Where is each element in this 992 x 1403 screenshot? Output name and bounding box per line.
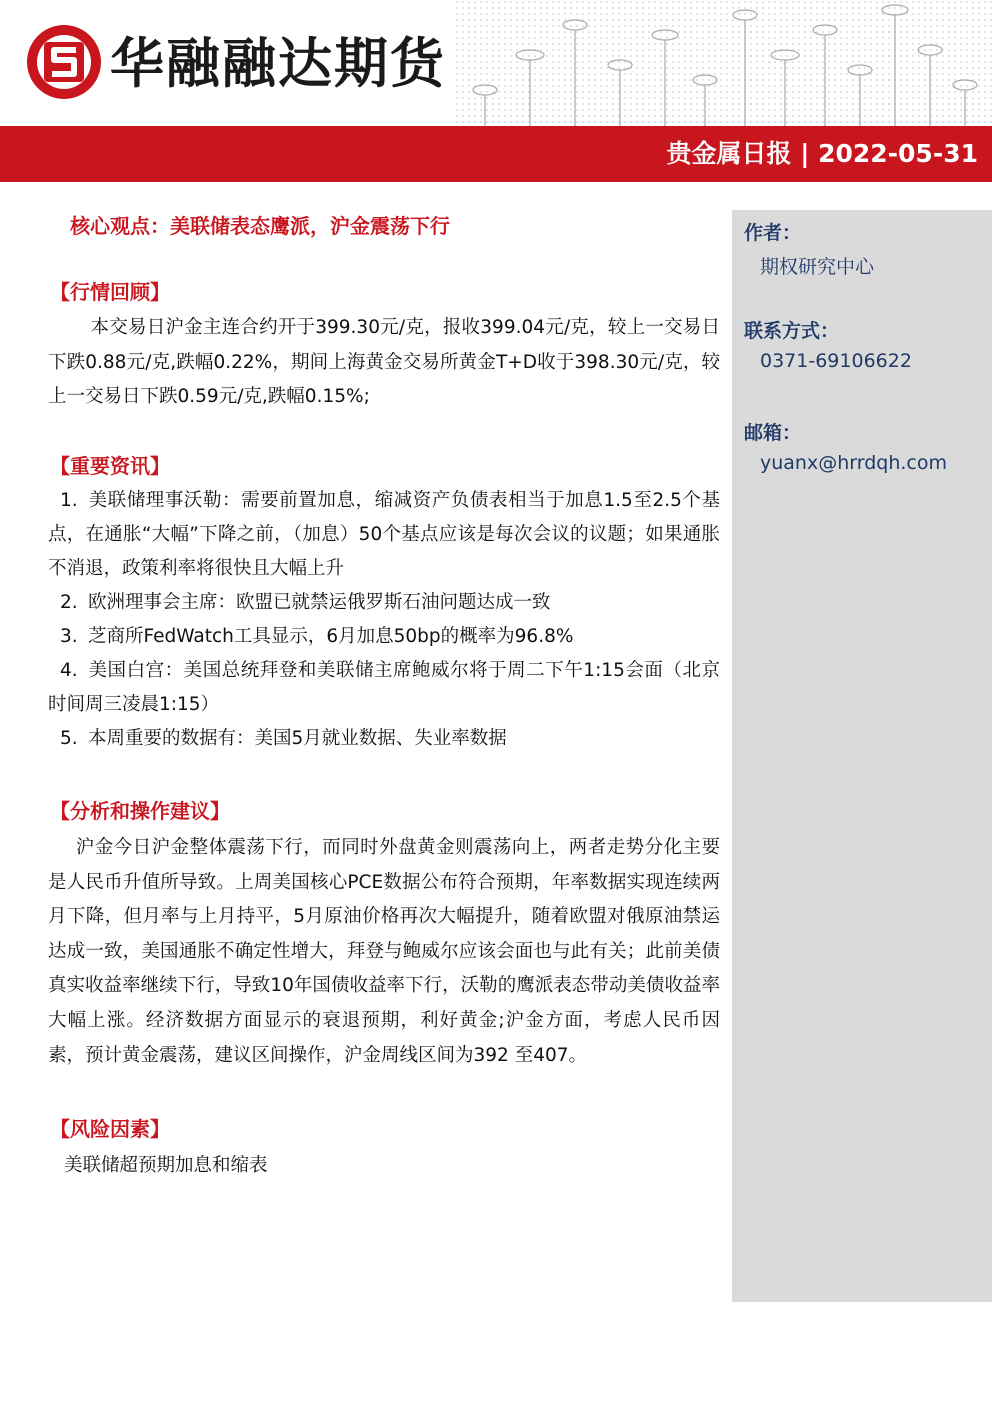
news-text: 芝商所FedWatch工具显示，6月加息50bp的概率为96.8%: [88, 626, 574, 647]
risk-heading: 【风险因素】: [50, 1117, 170, 1141]
contact-value: 0371-69106622: [760, 350, 912, 372]
news-item: [48, 722, 720, 756]
news-item: [48, 620, 720, 654]
news-number: 3.: [60, 626, 78, 647]
email-value: yuanx@hrrdqh.com: [760, 452, 947, 474]
news-number: 2.: [60, 592, 78, 613]
news-number: 4.: [60, 660, 78, 681]
analysis-text: 沪金今日沪金整体震荡下行，而同时外盘黄金则震荡向上，两者走势分化主要是人民币升值所导致。上周美国核心PCE数据公布符合预期，年率数据实现连续两月下降，但月率与上月持平，5月原油价格再次大幅提升，随着欧盟对俄原油禁运达成一致，美国通胀不确定性增大，拜登与鲍威尔应该会面也与此有关；此前美债真实收益率继续下行，导致10年国债收益率下行，沃勒的鹰派表态带动美债收益率大幅上涨。经济数据方面显示的衰退预期，利好黄金;沪金方面，考虑人民币因素，预计黄金震荡，建议区间操作，沪金周线区间为392 至407。: [48, 837, 720, 1066]
email-label: 邮箱：: [744, 422, 802, 444]
contact-label: 联系方式：: [744, 320, 840, 342]
author-value: 期权研究中心: [760, 256, 875, 278]
analysis-heading: 【分析和操作建议】: [50, 799, 230, 823]
news-text: 美国白宫：美国总统拜登和美联储主席鲍威尔将于周二下午1:15会面（北京时间周三凌晨1:15）: [48, 660, 720, 715]
news-number: 1.: [60, 490, 78, 511]
news-item: [48, 586, 720, 620]
title-band: [0, 126, 992, 182]
core-view-heading: 核心观点：美联储表态鹰派，沪金震荡下行: [70, 214, 450, 238]
header-decoration: [455, 0, 992, 126]
news-list: [48, 484, 720, 756]
news-item: [48, 654, 720, 722]
brand-name: 华融融达期货: [110, 32, 446, 95]
author-sidebar: [732, 210, 992, 1302]
company-logo: [24, 22, 104, 102]
news-text: 欧洲理事会主席：欧盟已就禁运俄罗斯石油问题达成一致: [88, 592, 551, 613]
news-text: 美联储理事沃勒：需要前置加息，缩减资产负债表相当于加息1.5至2.5个基点，在通胀“大幅”下降之前，（加息）50个基点应该是每次会议的议题；如果通胀不消退，政策利率将很快且大幅上升: [48, 490, 720, 579]
news-item: [48, 484, 720, 586]
author-label: 作者：: [744, 222, 802, 244]
news-text: 本周重要的数据有：美国5月就业数据、失业率数据: [88, 728, 507, 749]
news-heading: 【重要资讯】: [50, 454, 170, 478]
market-review-text: 本交易日沪金主连合约开于399.30元/克，报收399.04元/克，较上一交易日下跌0.88元/克,跌幅0.22%，期间上海黄金交易所黄金T+D收于398.30元/克，较上一交易日下跌0.59元/克,跌幅0.15%;: [48, 317, 720, 408]
market-review-heading: 【行情回顾】: [50, 280, 170, 304]
report-title: 贵金属日报 | 2022-05-31: [666, 139, 978, 168]
risk-text: 美联储超预期加息和缩表: [64, 1155, 268, 1176]
news-number: 5.: [60, 728, 78, 749]
